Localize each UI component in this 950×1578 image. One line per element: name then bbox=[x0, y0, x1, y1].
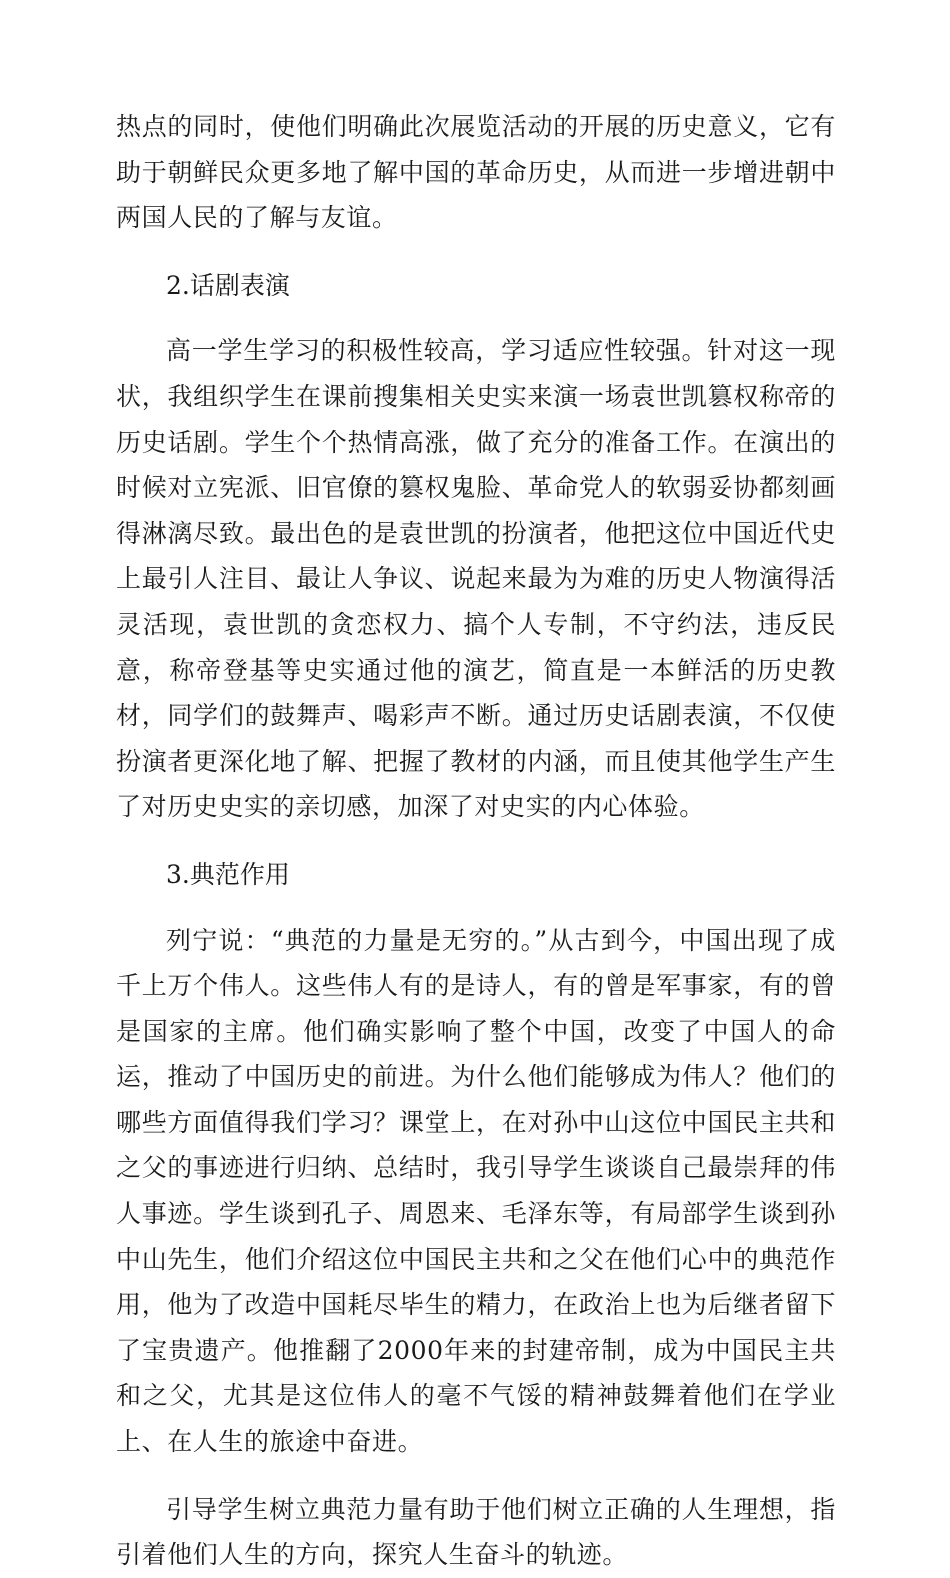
paragraph-exhibition-continuation: 热点的同时，使他们明确此次展览活动的开展的历史意义，它有助于朝鲜民众更多地了解中国的革命历史，从而进一步增进朝中两国人民的了解与友谊。 bbox=[116, 112, 836, 233]
section-heading-drama: 2.话剧表演 bbox=[166, 270, 290, 300]
document-page bbox=[116, 104, 836, 1578]
paragraph-conclusion: 引导学生树立典范力量有助于他们树立正确的人生理想，指引着他们人生的方向，探究人生奋斗的轨迹。 bbox=[116, 1494, 836, 1570]
paragraph-role-model: 列宁说：“典范的力量是无穷的。”从古到今，中国出现了成千上万个伟人。这些伟人有的是诗人，有的曾是军事家，有的曾是国家的主席。他们确实影响了整个中国，改变了中国人的命运，推动了中国历史的前进。为什么他们能够成为伟人？他们的哪些方面值得我们学习？课堂上，在对孙中山这位中国民主共和之父的事迹进行归纳、总结时，我引导学生谈谈自己最崇拜的伟人事迹。学生谈到孔子、周恩来、毛泽东等，有局部学生谈到孙中山先生，他们介绍这位中国民主共和之父在他们心中的典范作用，他为了改造中国耗尽毕生的精力，在政治上也为后继者留下了宝贵遗产。他推翻了2000年来的封建帝制，成为中国民主共和之父，尤其是这位伟人的毫不气馁的精神鼓舞着他们在学业上、在人生的旅途中奋进。 bbox=[116, 925, 836, 1457]
paragraph-drama-performance: 高一学生学习的积极性较高，学习适应性较强。针对这一现状，我组织学生在课前搜集相关史实来演一场袁世凯篡权称帝的历史话剧。学生个个热情高涨，做了充分的准备工作。在演出的时候对立宪派、旧官僚的篡权鬼脸、革命党人的软弱妥协都刻画得淋漓尽致。最出色的是袁世凯的扮演者，他把这位中国近代史上最引人注目、最让人争议、说起来最为为难的历史人物演得活灵活现，袁世凯的贪恋权力、搞个人专制，不守约法，违反民意，称帝登基等史实通过他的演艺，简直是一本鲜活的历史教材，同学们的鼓舞声、喝彩声不断。通过历史话剧表演，不仅使扮演者更深化地了解、把握了教材的内涵，而且使其他学生产生了对历史史实的亲切感，加深了对史实的内心体验。 bbox=[116, 336, 836, 822]
section-heading-role-model: 3.典范作用 bbox=[166, 859, 290, 889]
